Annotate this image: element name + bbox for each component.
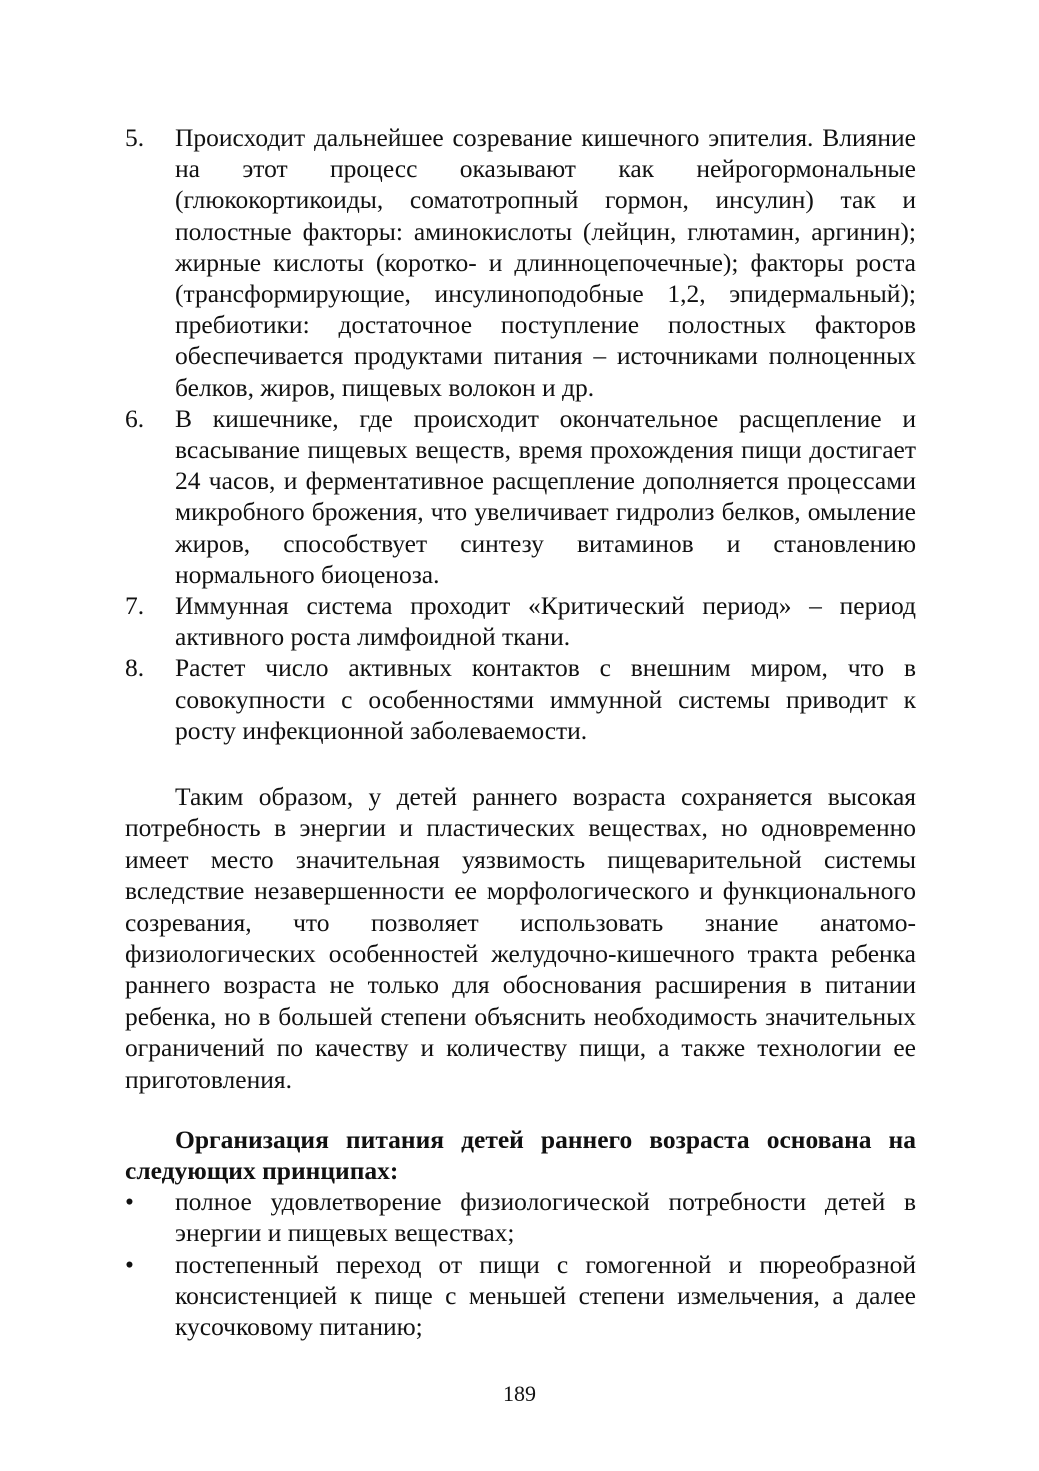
list-number: 6. <box>125 403 145 433</box>
list-item-text: В кишечнике, где происходит окончательное расщепление и всасывание пищевых веществ, время прохождения пищи достигает 24 часов, и ферментативное расщепление дополняется процессами микробного брожения, что увеличивает гидролиз белков, омыление жиров, способствует синтезу витаминов и становлению нормального биоценоза. <box>175 403 916 589</box>
bullet-list <box>125 1186 916 1342</box>
bullet-item-text: постепенный переход от пищи с гомогенной и пюреобразной консистенцией к пище с меньшей степени измельчения, а далее кусочковому питанию; <box>175 1249 916 1342</box>
bullet-item-text: полное удовлетворение физиологической потребности детей в энергии и пищевых веществах; <box>175 1187 916 1248</box>
bullet-item <box>125 1186 916 1249</box>
list-number: 5. <box>125 123 145 152</box>
list-item-7 <box>125 590 916 652</box>
bullet-marker: • <box>125 1187 134 1216</box>
page-number: 189 <box>503 1381 536 1406</box>
bullet-item <box>125 1249 916 1343</box>
list-item-text: Происходит дальнейшее созревание кишечного эпителия. Влияние на этот процесс оказывают как нейрогормональные (глюкокортикоиды, соматотропный гормон, инсулин) так и полостные факторы: аминокислоты (лейцин, глютамин, аргинин); жирные кислоты (коротко- и длинноцепочечные); факторы роста (трансформирующие, инсулиноподобные 1,2, эпидермальный); пребиотики: достаточное поступление полостных факторов обеспечивается продуктами питания – источниками полноценных белков, жиров, пищевых волокон и др. <box>175 123 916 402</box>
list-number: 7. <box>125 591 145 621</box>
section-heading: Организация питания детей раннего возраста основана на следующих принципах: <box>125 1125 916 1186</box>
list-item-text: Растет число активных контактов с внешним миром, что в совокупности с особенностями иммунной системы приводит к росту инфекционной заболеваемости. <box>175 653 916 745</box>
list-item-text: Иммунная система проходит «Критический период» – период активного роста лимфоидной ткани. <box>175 591 916 652</box>
list-item-8 <box>125 652 916 746</box>
summary-paragraph: Таким образом, у детей раннего возраста сохраняется высокая потребность в энергии и пластических веществах, но одновременно имеет место значительная уязвимость пищеварительной системы вследствие незавершенности ее морфологического и функционального созревания, что позволяет использовать знание анатомо-физиологических особенностей желудочно-кишечного тракта ребенка раннего возраста не только для обоснования расширения в питании ребенка, но в большей степени объяснить необходимость значительных ограничений по качеству и количеству пищи, а также технологии ее приготовления. <box>125 782 916 1094</box>
numbered-list <box>125 122 916 746</box>
list-number: 8. <box>125 653 145 683</box>
list-item-5 <box>125 122 916 403</box>
list-item-6 <box>125 403 916 590</box>
bullet-marker: • <box>125 1249 134 1279</box>
